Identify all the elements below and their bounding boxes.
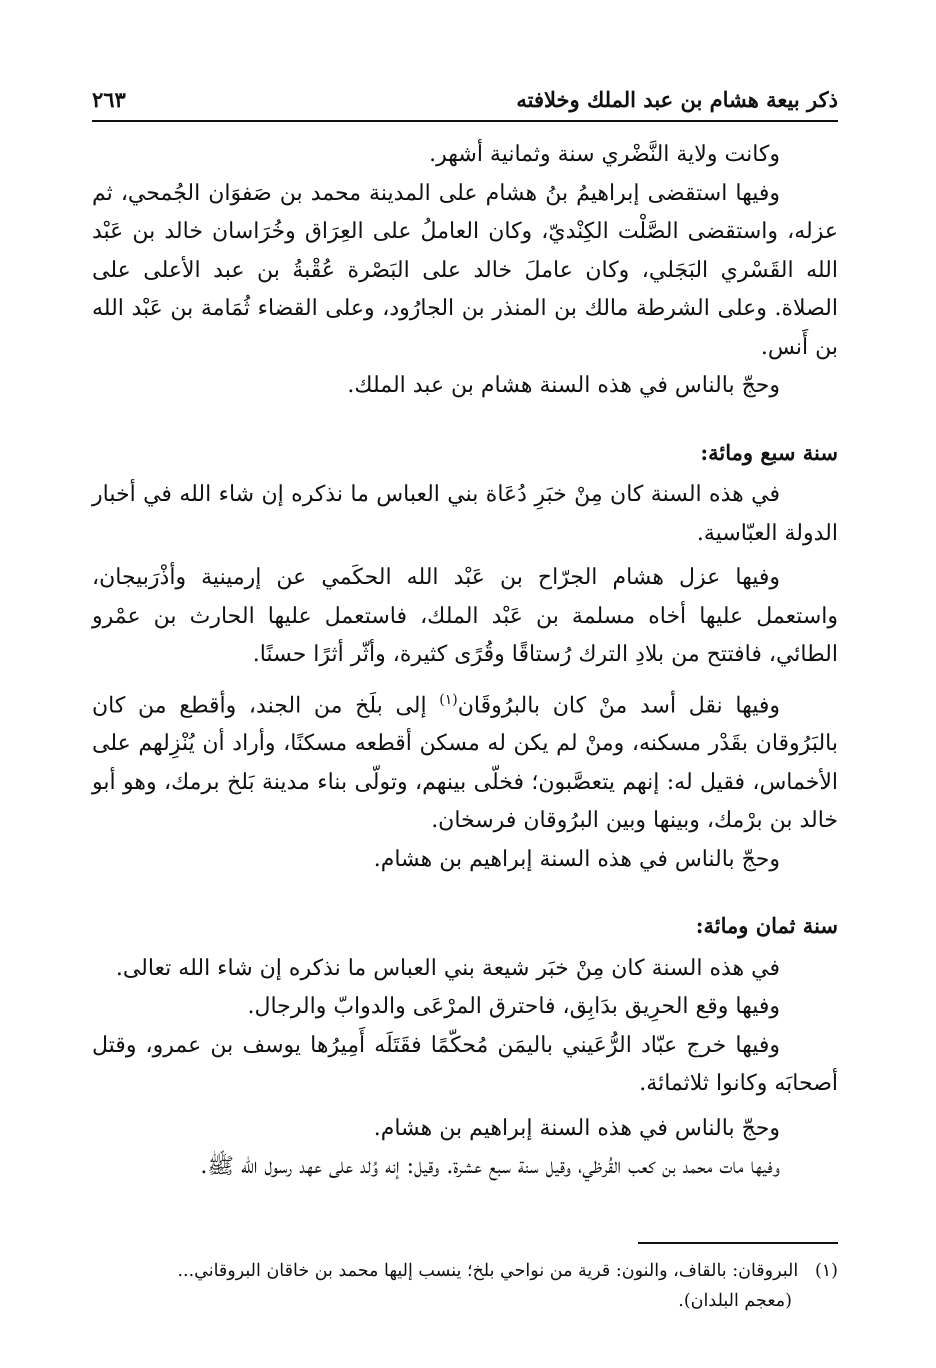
- paragraph: وحجّ بالناس في هذه السنة إبراهيم بن هشام.: [373, 1115, 780, 1141]
- footnote: [92, 1256, 838, 1286]
- page-header: [92, 84, 838, 114]
- paragraph: [92, 681, 838, 841]
- footnote-text: البروقان: بالقاف، والنون: قرية من نواحي بلخ؛ ينسب إليها محمد بن خاقان البروقاني...: [177, 1261, 799, 1281]
- paragraph: وفيها عزل هشام الجرّاح بن عَبْد الله الحكَمي عن إرمينية وأذْرَبيجان، واستعمل عليها أخاه مسلمة بن عَبْد الملك، فاستعمل عليها الحارث بن عمْرو الطائي، فافتتح من بلادِ الترك رُستاقًا وقُرًى كثيرة، وأثّر أثرًا حسنًا.: [92, 565, 838, 667]
- footnotes: [92, 1256, 838, 1316]
- main-text: [92, 136, 838, 1187]
- paragraph: وكانت ولاية النَّضْري سنة وثمانية أشهر.: [429, 142, 780, 167]
- footnote-marker: (١): [439, 691, 458, 708]
- paragraph-text: إلى بلَخ من الجند، وأقطع من كان بالبَرُوقان بقَدْر مسكنه، ومنْ لم يكن له مسكن أقطعه مسكنًا، وأراد أن يُنْزِلهم على الأخماس، فقيل له: إنهم يتعصَّبون؛ فخلّى بينهم، وتولّى بناء مدينة بَلخ برمك، وهو أبو خالد بن برْمك، وبينها وبين البرُوقان فرسخان.: [92, 692, 838, 834]
- paragraph: وفيها استقضى إبراهيمُ بنُ هشام على المدينة محمد بن صَفوَان الجُمحي، ثم عزله، واستقضى الصَّلْت الكِنْديّ، وكان العاملُ على العِرَاق وخُرَاسان خالد بن عَبْد الله القَسْري البَجَلي، وكان عاملَ خالد على البَصْرة عُقْبةُ بن عبد الأعلى على الصلاة. وعلى الشرطة مالك بن المنذر بن الجارُود، وعلى القضاء ثُمَامة بن عَبْد الله بن أَنس.: [92, 180, 838, 360]
- paragraph: وفيها خرج عبّاد الرُّعَيني باليمَن مُحكّمًا فقَتَلَه أَمِيرُها يوسف بن عمرو، وقتل أصحابَه وكانوا ثلاثمائة.: [92, 1032, 838, 1097]
- running-title: ذكر بيعة هشام بن عبد الملك وخلافته: [516, 86, 838, 112]
- paragraph: وفيها مات محمد بن كعب القُرظي، وقيل سنة سبع عشرة. وقيل: إنه وُلد على عهد رسول الله ﷺ.: [200, 1154, 780, 1180]
- paragraph: وفيها وقع الحرِيق بدَابِق، فاحترق المرْعَى والدوابّ والرجال.: [247, 994, 780, 1020]
- page-number: ٢٦٣: [92, 86, 126, 112]
- header-divider: [92, 120, 838, 122]
- paragraph-text: وفيها نقل أسد منْ كان بالبرُوقَان: [457, 692, 780, 718]
- footnote-number: (١): [814, 1261, 838, 1281]
- paragraph: وحجّ بالناس في هذه السنة إبراهيم بن هشام.: [373, 846, 780, 872]
- footnote-divider: [638, 1242, 838, 1244]
- section-heading: سنة ثمان ومائة:: [695, 913, 838, 939]
- footnote-source: (معجم البلدان).: [678, 1291, 792, 1311]
- paragraph: في هذه السنة كان مِنْ خبَر شيعة بني العباس ما نذكره إن شاء الله تعالى.: [115, 955, 780, 981]
- paragraph: وحجّ بالناس في هذه السنة هشام بن عبد الملك.: [347, 373, 780, 398]
- paragraph: في هذه السنة كان مِنْ خبَرِ دُعَاة بني العباس ما نذكره إن شاء الله في أخبار الدولة العبّاسية.: [92, 482, 838, 546]
- section-heading: سنة سبع ومائة:: [700, 439, 838, 465]
